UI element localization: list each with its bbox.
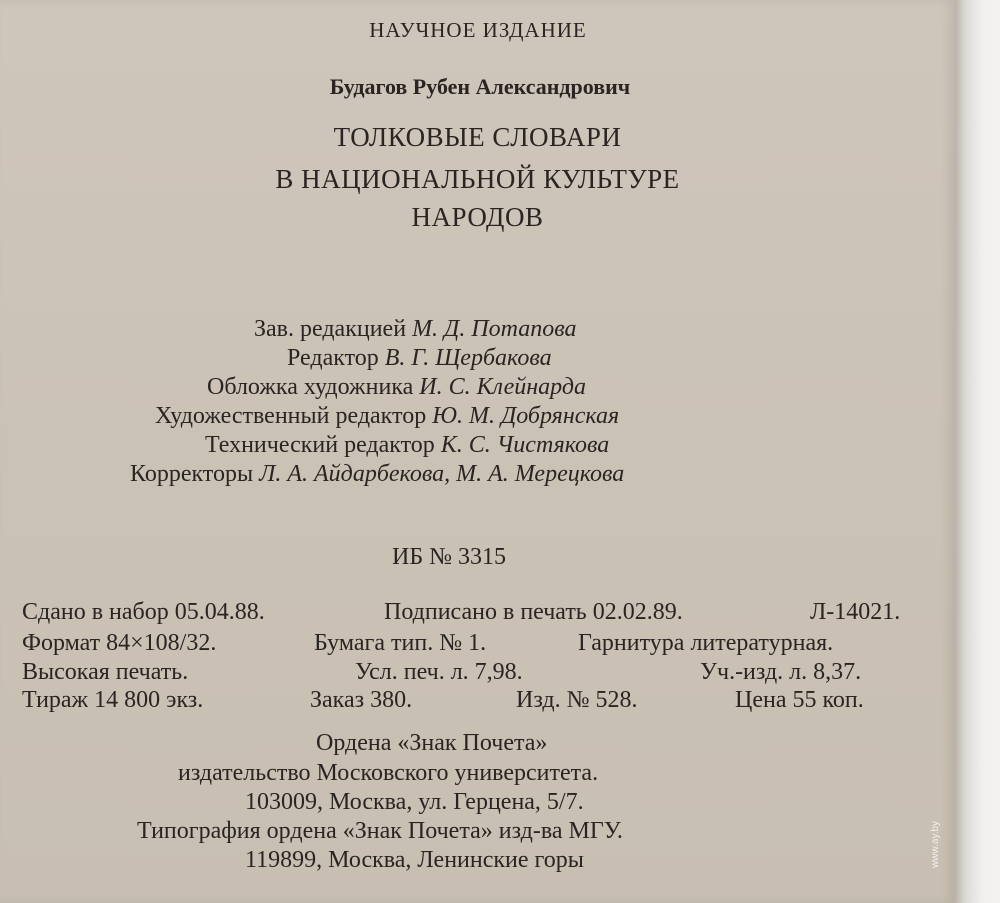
publisher-address: 103009, Москва, ул. Герцена, 5/7.	[245, 789, 584, 815]
ib-number: ИБ № 3315	[392, 544, 507, 570]
credit-role: Корректоры	[130, 461, 254, 487]
credit-art-editor	[155, 404, 619, 428]
title-line-1: ТОЛКОВЫЕ СЛОВАРИ	[333, 122, 622, 152]
credit-cover-artist	[207, 375, 586, 399]
credit-head-of-editorial	[254, 317, 577, 341]
tech-cell: Подписано в печать 02.02.89.	[384, 599, 683, 625]
credit-person: К. С. Чистякова	[440, 432, 610, 458]
tech-cell: Формат 84×108/32.	[22, 630, 217, 656]
credit-editor	[287, 346, 552, 370]
tech-cell: Усл. печ. л. 7,98.	[355, 659, 523, 685]
tech-cell: Сдано в набор 05.04.88.	[22, 599, 265, 625]
watermark: www.ay.by	[930, 820, 941, 868]
printer-line: Типография ордена «Знак Почета» изд-ва МГУ.	[137, 818, 623, 844]
credit-role: Редактор	[287, 345, 379, 371]
credit-technical-editor	[205, 433, 609, 457]
page-edge-background	[955, 0, 1000, 903]
tech-cell: Л-14021.	[810, 599, 901, 625]
credit-person: В. Г. Щербакова	[384, 345, 552, 371]
series-label: НАУЧНОЕ ИЗДАНИЕ	[369, 18, 587, 42]
title-line-3: НАРОДОВ	[411, 202, 544, 232]
author-name: Будагов Рубен Александрович	[329, 74, 631, 99]
title-line-2: В НАЦИОНАЛЬНОЙ КУЛЬТУРЕ	[275, 164, 680, 194]
tech-cell: Заказ 380.	[310, 687, 413, 713]
tech-cell: Тираж 14 800 экз.	[22, 687, 204, 713]
credit-person: Л. А. Айдарбекова, М. А. Мерецкова	[259, 461, 625, 487]
tech-cell: Цена 55 коп.	[735, 687, 864, 713]
credit-role: Технический редактор	[205, 432, 435, 458]
credit-role: Зав. редакцией	[254, 316, 407, 342]
tech-cell: Уч.-изд. л. 8,37.	[700, 659, 862, 685]
publisher-line-1: Ордена «Знак Почета»	[316, 730, 548, 756]
printer-address: 119899, Москва, Ленинские горы	[245, 847, 584, 873]
credit-person: И. С. Клейнарда	[419, 374, 586, 400]
publisher-line-2: издательство Московского университета.	[178, 760, 599, 786]
credit-role: Художественный редактор	[155, 403, 427, 429]
tech-cell: Высокая печать.	[22, 659, 189, 685]
tech-cell: Бумага тип. № 1.	[314, 630, 487, 656]
tech-cell: Гарнитура литературная.	[578, 630, 834, 656]
credit-person: М. Д. Потапова	[412, 316, 577, 342]
credit-proofreaders	[130, 462, 624, 486]
tech-cell: Изд. № 528.	[516, 687, 638, 713]
credit-role: Обложка художника	[207, 374, 414, 400]
credit-person: Ю. М. Добрянская	[432, 403, 620, 429]
